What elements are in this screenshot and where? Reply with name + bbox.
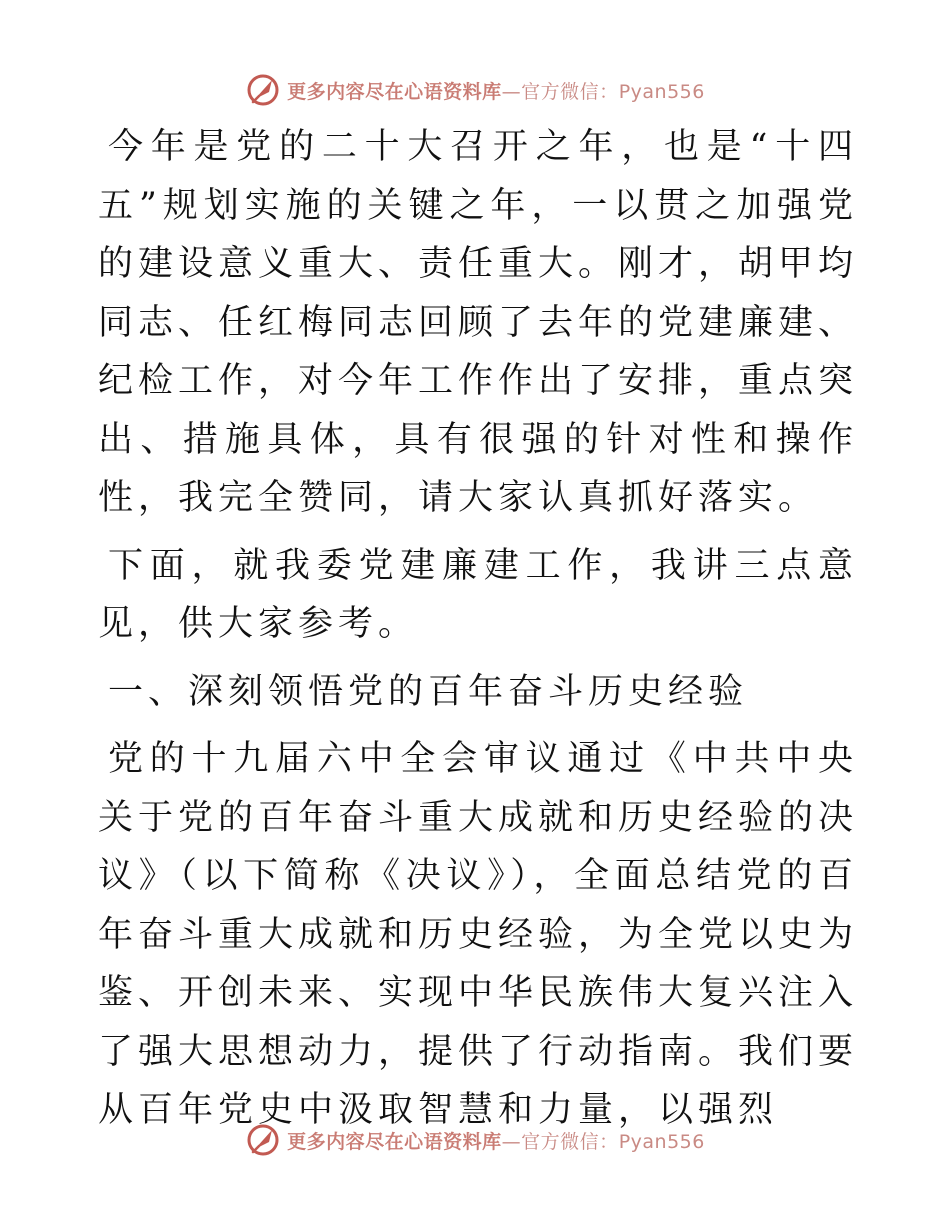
watermark-text — [287, 77, 705, 104]
watermark-contact-label: 官方微信： — [521, 80, 619, 103]
watermark-banner-top — [0, 70, 950, 110]
watermark-separator: — — [501, 1130, 522, 1153]
quill-logo-icon — [245, 72, 281, 108]
watermark-contact-id: Pyan556 — [618, 80, 705, 103]
paragraph-intro: 今年是党的二十大召开之年，也是“十四五”规划实施的关键之年，一以贯之加强党的建设意义重大、责任重大。刚才，胡甲均同志、任红梅同志回顾了去年的党建廉建、纪检工作，对今年工作作出了安排，重点突出、措施具体，具有很强的针对性和操作性，我完全赞同，请大家认真抓好落实。 — [98, 127, 859, 518]
paragraph-section-1: 党的十九届六中全会审议通过《中共中央关于党的百年奋斗重大成就和历史经验的决议》（以下简称《决议》），全面总结党的百年奋斗重大成就和历史经验，为全党以史为鉴、开创未来、实现中华民族伟大复兴注入了强大思想动力，提供了行动指南。我们要从百年党史中汲取智慧和力量，以强烈 — [98, 739, 859, 1130]
paragraph-outline: 下面，就我委党建廉建工作，我讲三点意见，供大家参考。 — [98, 545, 858, 644]
watermark-banner-bottom — [0, 1120, 950, 1160]
watermark-site-text: 更多内容尽在心语资料库 — [287, 80, 502, 103]
watermark-contact-label: 官方微信： — [521, 1130, 619, 1153]
document-body — [98, 118, 858, 1149]
watermark-separator: — — [501, 80, 522, 103]
watermark-text — [287, 1127, 705, 1154]
watermark-site-text: 更多内容尽在心语资料库 — [287, 1130, 502, 1153]
watermark-contact-id: Pyan556 — [618, 1130, 705, 1153]
quill-logo-icon — [245, 1122, 281, 1158]
section-heading-1: 一、深刻领悟党的百年奋斗历史经验 — [108, 671, 749, 712]
